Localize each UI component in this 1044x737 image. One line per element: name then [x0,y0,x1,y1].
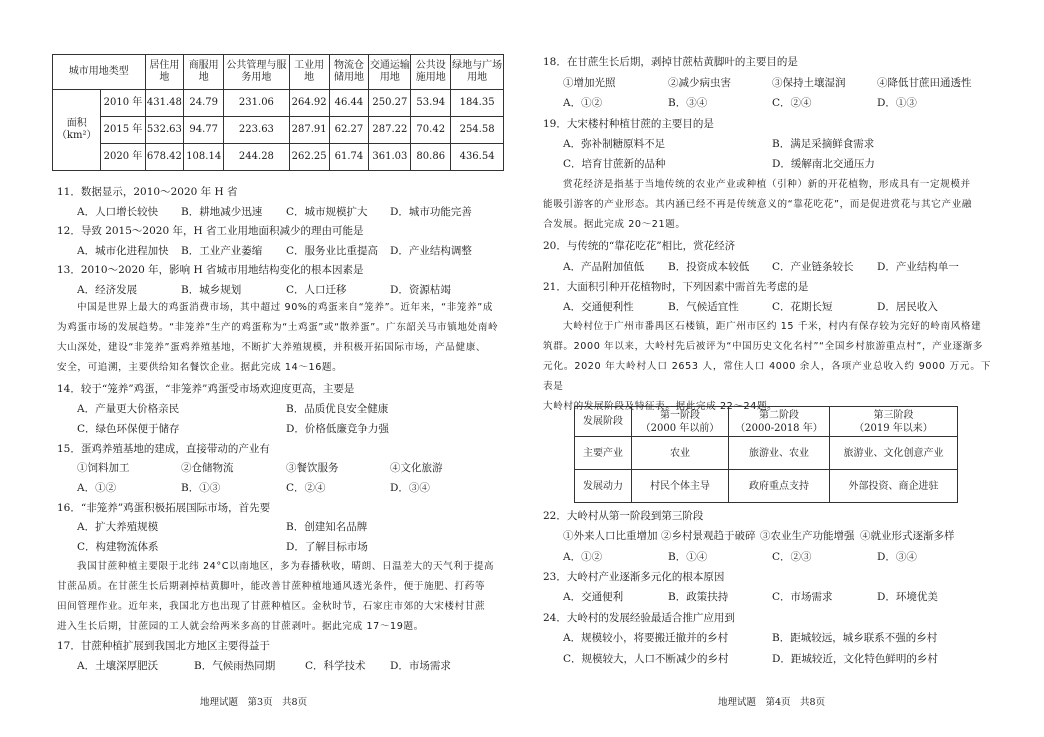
stage-row-label: 发展动力 [575,470,632,503]
q22-item-3: ③农业生产功能增强 [760,530,855,542]
q22-item-1: ①外来人口比重增加 [563,530,658,542]
q15-option-d[interactable]: D．③④ [390,482,430,494]
q14-option-a[interactable]: A．产量更大价格亲民 [77,403,180,415]
q15-option-b[interactable]: B．①③ [181,482,221,494]
passage-line: 大山深处，建设“非笼养”蛋鸡养殖基地，不断扩大养殖规模，并积极开拓国际市场，产品健康、 [57,342,487,353]
stage-cell: 旅游业、农业 [729,437,830,470]
passage-line: 为鸡蛋市场的发展趋势。“非笼养”生产的鸡蛋称为“土鸡蛋”或“散养蛋”。广东韶关马市镇地处南岭 [57,322,499,333]
q12-option-a[interactable]: A．城市化进程加快 [77,245,169,257]
q21-option-d[interactable]: D．居民收入 [877,301,938,313]
q13-option-d[interactable]: D．资源枯竭 [390,284,451,296]
passage-line: 甘蔗品质。在甘蔗生长后期剥掉枯黄脚叶，能改善甘蔗种植地通风透光条件，便于施肥、打药等 [57,581,486,592]
table-header-cell: 工业用地 [289,55,329,90]
question-17: 17．甘蔗种植扩展到我国北方地区主要得益于 [57,640,270,652]
q15-item-4: ④文化旅游 [390,462,443,474]
table-cell: 254.58 [451,117,504,144]
q15-item-2: ②仓储物流 [181,462,234,474]
table-cell: 80.86 [411,144,451,171]
question-13: 13．2010～2020 年，影响 H 省城市用地结构变化的根本因素是 [57,264,364,276]
q18-item-4: ④降低甘蔗田通透性 [877,77,972,89]
table-cell: 231.06 [224,90,290,117]
question-24: 24．大岭村的发展经验最适合推广应用到 [543,612,735,624]
year-cell: 2015 年 [101,117,145,144]
q22-option-c[interactable]: C．②③ [772,551,812,563]
stage-cell: 外部投资、商企进驻 [830,470,958,503]
question-19: 19．大宋楼村种植甘蔗的主要目的是 [543,118,714,130]
q18-option-a[interactable]: A．①② [563,97,603,109]
q11-option-b[interactable]: B．耕地减少迅速 [181,206,263,218]
question-21: 21．大面积引种开花植物时，下列因素中需首先考虑的是 [543,281,809,293]
q22-option-b[interactable]: B．①④ [668,551,708,563]
passage-line: 田间管理作业。近年来，我国北方也出现了甘蔗种植区。金秋时节，石家庄市郊的大宋楼村甘蔗 [57,601,486,612]
passage-sugarcane [57,557,505,637]
table-cell: 678.42 [145,144,184,171]
passage-daling-village [543,317,991,417]
table-cell: 108.14 [184,144,224,171]
table-header-cell: 城市用地类型 [53,55,146,90]
stage-cell: 政府重点支持 [729,470,830,503]
question-22: 22．大岭村从第一阶段到第三阶段 [543,510,704,522]
passage-line: 合发展。据此完成 20～21题。 [543,219,686,230]
row-label-area: 面积（km²） [53,90,101,171]
q23-option-c[interactable]: C．市场需求 [772,591,833,603]
table-cell: 431.48 [145,90,184,117]
stage-cell: 村民个体主导 [632,470,729,503]
table-cell: 250.27 [369,90,411,117]
q20-option-b[interactable]: B．投资成本较低 [668,261,750,273]
question-15: 15．蛋鸡养殖基地的建成，直接带动的产业有 [57,443,270,455]
q24-option-a[interactable]: A．规模较小，将要搬迁撤并的乡村 [563,632,729,644]
stage-cell: 旅游业、文化创意产业 [830,437,958,470]
q24-option-c[interactable]: C．规模较大，人口不断减少的乡村 [563,653,729,665]
passage-line: 中国是世界上最大的鸡蛋消费市场，其中超过 90%的鸡蛋来自“笼养”。近年来，“非笼养”成 [77,302,494,313]
stage-header-cell: 第一阶段 （2000 年以前） [632,407,729,437]
q16-option-c[interactable]: C．构建物流体系 [77,541,159,553]
q11-option-c[interactable]: C．城市规模扩大 [286,206,368,218]
table-cell: 287.22 [369,117,411,144]
q16-option-a[interactable]: A．扩大养殖规模 [77,521,159,533]
table-cell: 223.63 [224,117,290,144]
q16-option-b[interactable]: B．创建知名品牌 [286,521,368,533]
table-cell: 53.94 [411,90,451,117]
page-footer-left: 地理试题 第3页 共8页 [200,697,308,708]
q24-option-b[interactable]: B．距城较远，城乡联系不强的乡村 [772,632,938,644]
q13-option-b[interactable]: B．城乡规划 [181,284,242,296]
stage-header-cell: 第二阶段 （2000-2018 年） [729,407,830,437]
table-cell: 361.03 [369,144,411,171]
q22-option-a[interactable]: A．①② [563,551,603,563]
q20-option-a[interactable]: A．产品附加值低 [563,261,645,273]
table-cell: 244.28 [224,144,290,171]
table-header-cell: 公共管理与服务用地 [224,55,290,90]
table-cell: 262.25 [289,144,329,171]
table-cell: 436.54 [451,144,504,171]
q14-option-d[interactable]: D．价格低廉竞争力强 [286,423,389,435]
q11-option-a[interactable]: A．人口增长较快 [77,206,159,218]
q17-option-c[interactable]: C．科学技术 [305,660,366,672]
q15-item-1: ①饲料加工 [77,462,130,474]
table-cell: 94.77 [184,117,224,144]
question-11: 11．数据显示，2010～2020 年 H 省 [57,186,238,198]
q15-option-a[interactable]: A．①② [77,482,117,494]
table-cell: 70.42 [411,117,451,144]
q20-option-d[interactable]: D．产业结构单一 [877,261,959,273]
q21-option-b[interactable]: B．气候适宜性 [668,301,739,313]
question-20: 20．与传统的“靠花吃花”相比，赏花经济 [543,240,736,252]
q17-option-b[interactable]: B．气候雨热同期 [194,660,276,672]
q16-option-d[interactable]: D．了解目标市场 [286,541,368,553]
passage-line: 大岭村的发展阶段及特征表。据此完成 22～24题。 [543,401,778,412]
q23-option-b[interactable]: B．政策扶持 [668,591,729,603]
q22-item-4: ④就业形式逐渐多样 [860,530,955,542]
question-16: 16．“非笼养”鸡蛋积极拓展国际市场，首先要 [57,502,271,514]
passage-line: 我国甘蔗种植主要限于北纬 24°C以南地区，多为春播秋收，晴朗、日温差大的天气利于提高 [77,561,495,572]
q13-option-a[interactable]: A．经济发展 [77,284,138,296]
table-cell: 24.79 [184,90,224,117]
table-header-cell: 居住用地 [145,55,184,90]
passage-line: 大岭村位于广州市番禺区石楼镇，距广州市区约 15 千米，村内有保存较为完好的岭南风格建 [563,321,982,332]
development-stage-table [574,406,958,503]
q18-item-3: ③保持土壤湿润 [772,77,846,89]
passage-line: 赏花经济是指基于当地传统的农业产业或种植（引种）新的开花植物，形成具有一定规模并 [563,179,971,190]
q23-option-a[interactable]: A．交通便利 [563,591,624,603]
q21-option-a[interactable]: A．交通便利性 [563,301,634,313]
q15-item-3: ③餐饮服务 [286,462,339,474]
q23-option-d[interactable]: D．环境优美 [877,591,938,603]
q13-option-c[interactable]: C．人口迁移 [286,284,347,296]
q18-option-d[interactable]: D．①③ [877,97,917,109]
q22-option-d[interactable]: D．③④ [877,551,917,563]
stage-header-cell: 第三阶段 （2019 年以来） [830,407,958,437]
q12-option-c[interactable]: C．服务业比重提高 [286,245,379,257]
q18-option-b[interactable]: B．③④ [668,97,708,109]
table-cell: 62.27 [329,117,369,144]
q19-option-c[interactable]: C．培育甘蔗新的品种 [563,158,666,170]
passage-line: 筑群。2000 年以来，大岭村先后被评为“中国历史文化名村”“全国乡村旅游重点村”，产业逐渐多 [543,341,984,352]
table-cell: 184.35 [451,90,504,117]
question-14: 14．较于“笼养”鸡蛋，“非笼养”鸡蛋受市场欢迎度更高，主要是 [57,383,355,395]
q21-option-c[interactable]: C．花期长短 [772,301,833,313]
q19-option-b[interactable]: B．满足采摘鲜食需求 [772,138,875,150]
table-cell: 287.91 [289,117,329,144]
table-header-cell: 绿地与广场用地 [451,55,504,90]
table-cell: 264.92 [289,90,329,117]
passage-flower-economy [543,175,991,235]
stage-header-cell: 发展阶段 [575,407,632,437]
q12-option-b[interactable]: B．工业产业萎缩 [181,245,263,257]
table-header-cell: 物流仓储用地 [329,55,369,90]
table-cell: 61.74 [329,144,369,171]
question-12: 12．导致 2015～2020 年，H 省工业用地面积减少的理由可能是 [57,225,364,237]
table-header-cell: 商服用地 [184,55,224,90]
q11-option-d[interactable]: D．城市功能完善 [390,206,472,218]
land-use-table [52,54,504,171]
q19-option-d[interactable]: D．缓解南北交通压力 [772,158,875,170]
passage-line: 安全，可追溯，主要供给知名餐饮企业。据此完成 14～16题。 [57,362,343,373]
q17-option-a[interactable]: A．土壤深厚肥沃 [77,660,159,672]
question-23: 23．大岭村产业逐渐多元化的根本原因 [543,571,725,583]
q24-option-d[interactable]: D．距城较近，文化特色鲜明的乡村 [772,653,938,665]
passage-line: 元化。2020 年大岭村人口 2653 人，常住人口 4000 余人，各项产业总收入约 9000 万元。下表是 [543,361,991,392]
q22-item-2: ②乡村景观趋于破碎 [661,530,756,542]
table-header-cell: 交通运输用地 [369,55,411,90]
stage-cell: 农业 [632,437,729,470]
q18-item-1: ①增加光照 [563,77,616,89]
q15-option-c[interactable]: C．②④ [286,482,326,494]
table-header-cell: 公共设施用地 [411,55,451,90]
year-cell: 2010 年 [101,90,145,117]
passage-eggs [57,298,505,378]
year-cell: 2020 年 [101,144,145,171]
stage-row-label: 主要产业 [575,437,632,470]
table-cell: 46.44 [329,90,369,117]
question-18: 18．在甘蔗生长后期，剥掉甘蔗枯黄脚叶的主要目的是 [543,56,798,68]
table-cell: 532.63 [145,117,184,144]
q18-option-c[interactable]: C．②④ [772,97,812,109]
q19-option-a[interactable]: A．弥补制糖原料不足 [563,138,666,150]
q17-option-d[interactable]: D．市场需求 [390,660,451,672]
passage-line: 进入生长后期，甘蔗园的工人就会给两米多高的甘蔗剥叶。据此完成 17～19题。 [57,621,424,632]
page-footer-right: 地理试题 第4页 共8页 [718,697,826,708]
passage-line: 能吸引游客的产业形态。其内涵已经不再是传统意义的“靠花吃花”，而是促进赏花与其它产业融 [543,199,973,210]
q12-option-d[interactable]: D．产业结构调整 [390,245,472,257]
q14-option-b[interactable]: B．品质优良安全健康 [286,403,389,415]
q20-option-c[interactable]: C．产业链条较长 [772,261,854,273]
q18-item-2: ②减少病虫害 [668,77,731,89]
q14-option-c[interactable]: C．绿色环保便于储存 [77,423,180,435]
